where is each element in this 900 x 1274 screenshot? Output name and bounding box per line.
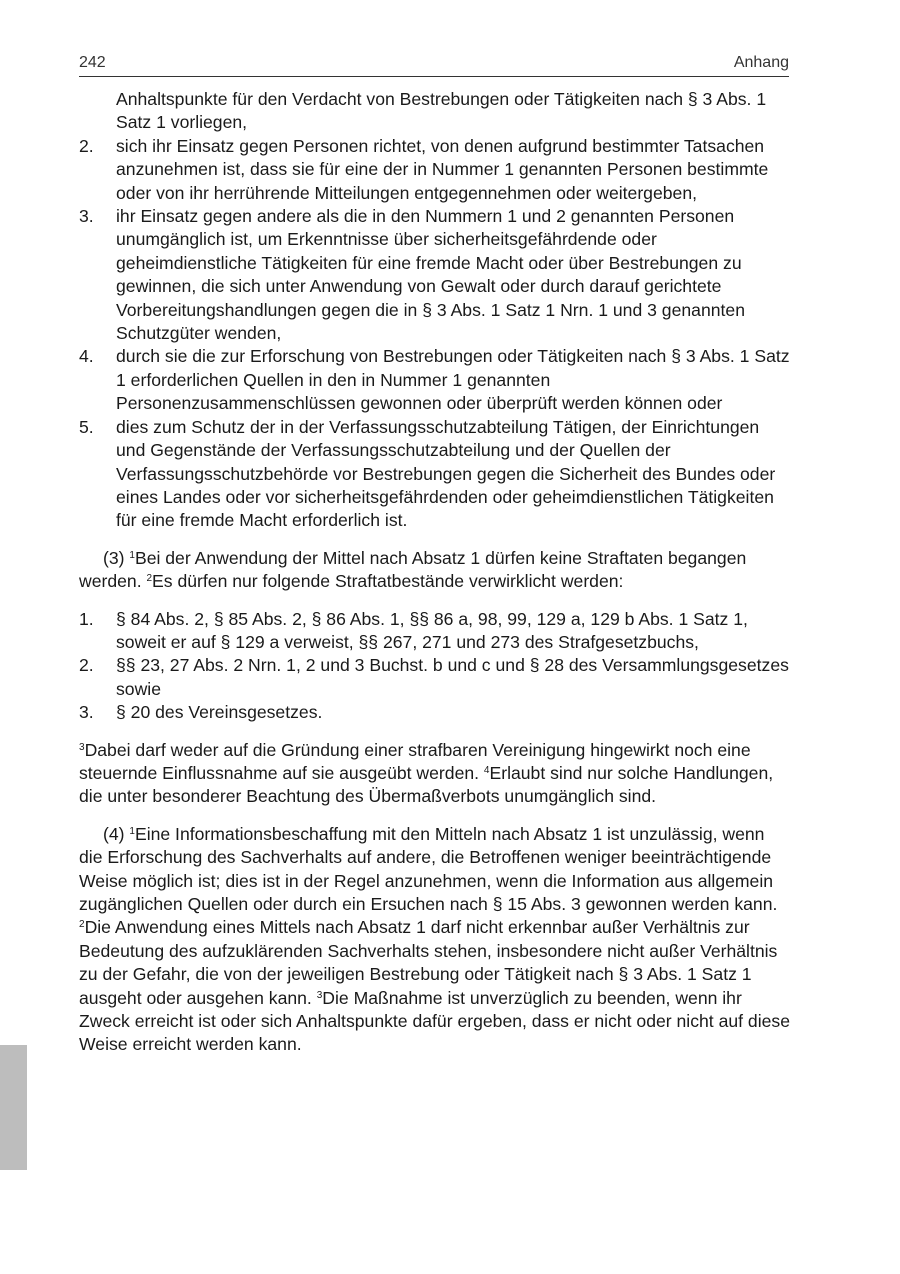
sentence-number: 3 — [316, 989, 323, 1001]
list-text: dies zum Schutz der in der Verfassungsschutzabteilung Tätigen, der Einrichtungen und Gegenstände der Verfassungsschutzabteilung und der Quellen der Verfassungsschutzbehörde vor Bestrebungen gegen die Sicherheit des Bundes oder eines Landes oder vor sicherheitsgefährdenden oder geheimdienstlichen Tätigkeiten für eine fremde Macht erforderlich ist. — [116, 416, 776, 531]
sentence: Die Maßnahme ist unverzüglich zu beenden, wenn ihr Zweck erreicht ist oder sich Anhaltspunkte dafür ergeben, dass er nicht oder nicht auf diese Weise erreicht werden kann. — [79, 987, 790, 1055]
list-number: 4. — [79, 346, 94, 367]
sentence: Erlaubt sind nur solche Handlungen, die unter besonderer Beachtung des Übermaßverbots unumgänglich sind. — [79, 762, 774, 807]
page-body — [79, 88, 791, 1057]
list-number: 3. — [79, 206, 94, 227]
running-header — [79, 52, 789, 77]
list-text: durch sie die zur Erforschung von Bestrebungen oder Tätigkeiten nach § 3 Abs. 1 Satz 1 erforderlichen Quellen in den in Nummer 1 genannten Personenzusammenschlüssen gewonnen oder überprüft werden können oder — [116, 346, 790, 414]
sentence: Bei der Anwendung der Mittel nach Absatz 1 dürfen keine Straftaten begangen werden. — [79, 547, 747, 592]
list-item — [79, 701, 791, 724]
list-text: ihr Einsatz gegen andere als die in den Nummern 1 und 2 genannten Personen unumgänglich ist, um Erkenntnisse über sicherheitsgefährdende oder geheimdienstliche Tätigkeiten für eine fremde Macht oder über Bestrebungen zu gewinnen, die sich unter Anwendung von Gewalt oder durch darauf gerichtete Vorbereitungshandlungen gegen die in § 3 Abs. 1 Satz 1 Nrn. 1 und 3 genannten Schutzgüter wenden, — [116, 206, 745, 344]
sentence: Es dürfen nur folgende Straftatbestände verwirklicht werden: — [152, 571, 624, 592]
sentence-number: 1 — [129, 825, 135, 837]
list-text: §§ 23, 27 Abs. 2 Nrn. 1, 2 und 3 Buchst. b und c und § 28 des Versammlungsgesetzes sowie — [116, 655, 789, 699]
sentence-number: 2 — [146, 573, 153, 585]
list-number: 5. — [79, 416, 94, 437]
sentence-number: 2 — [79, 919, 85, 931]
sentence-number: 4 — [483, 764, 490, 776]
list-number: 2. — [79, 135, 94, 156]
list-item — [79, 608, 791, 655]
list-text: § 84 Abs. 2, § 85 Abs. 2, § 86 Abs. 1, §§ 86 a, 98, 99, 129 a, 129 b Abs. 1 Satz 1, soweit er auf § 129 a verweist, §§ 267, 271 und 273 des Strafgesetzbuchs, — [116, 608, 748, 652]
sentence-number: 1 — [129, 549, 135, 561]
list-item — [79, 416, 791, 533]
list-number: 3. — [79, 702, 94, 723]
list-number: 1. — [79, 608, 94, 629]
list-item — [79, 654, 791, 701]
list-item — [79, 345, 791, 415]
list-text: sich ihr Einsatz gegen Personen richtet, von denen aufgrund bestimmter Tatsachen anzunehmen ist, dass sie für eine der in Nummer 1 genannten Personen bestimmte oder von ihr herrührende Mitteilungen entgegennehmen oder weitergeben, — [116, 135, 769, 203]
sentence: Dabei darf weder auf die Gründung einer strafbaren Vereinigung hingewirkt noch eine steuernde Einflussnahme auf sie ausgeübt werden. — [79, 739, 751, 783]
sentence-number: 3 — [79, 741, 85, 753]
paragraph-3-continuation — [79, 739, 791, 809]
list-text: § 20 des Vereinsgesetzes. — [116, 702, 323, 723]
list-continuation: Anhaltspunkte für den Verdacht von Bestrebungen oder Tätigkeiten nach § 3 Abs. 1 Satz 1 vorliegen, — [116, 89, 767, 133]
thumb-index-tab — [0, 1045, 27, 1170]
sentence: Die Anwendung eines Mittels nach Absatz 1 darf nicht erkennbar außer Verhältnis zur Bedeutung des aufzuklärenden Sachverhalts stehen, insbesondere nicht außer Verhältnis zu der Gefahr, die von der jeweiligen Bestrebung oder Tätigkeit nach § 3 Abs. 1 Satz 1 ausgeht oder ausgehen kann. — [79, 917, 778, 1008]
paragraph-label: (3) — [103, 547, 130, 568]
page-number: 242 — [79, 54, 106, 71]
paragraph-3 — [79, 547, 791, 594]
list-item — [79, 205, 791, 345]
sentence: Eine Informationsbeschaffung mit den Mitteln nach Absatz 1 ist unzulässig, wenn die Erforschung des Sachverhalts auf andere, die Betroffenen weniger beeinträchtigende Weise möglich ist; dies ist in der Regel anzunehmen, wenn die Information aus allgemein zugänglichen Quellen oder durch ein Ersuchen nach § 15 Abs. 3 gewonnen werden kann. — [79, 823, 778, 914]
paragraph-4 — [79, 823, 791, 1057]
paragraph-label: (4) — [103, 823, 130, 844]
list-item — [79, 135, 791, 205]
list-number: 2. — [79, 655, 94, 676]
section-title: Anhang — [733, 54, 789, 71]
